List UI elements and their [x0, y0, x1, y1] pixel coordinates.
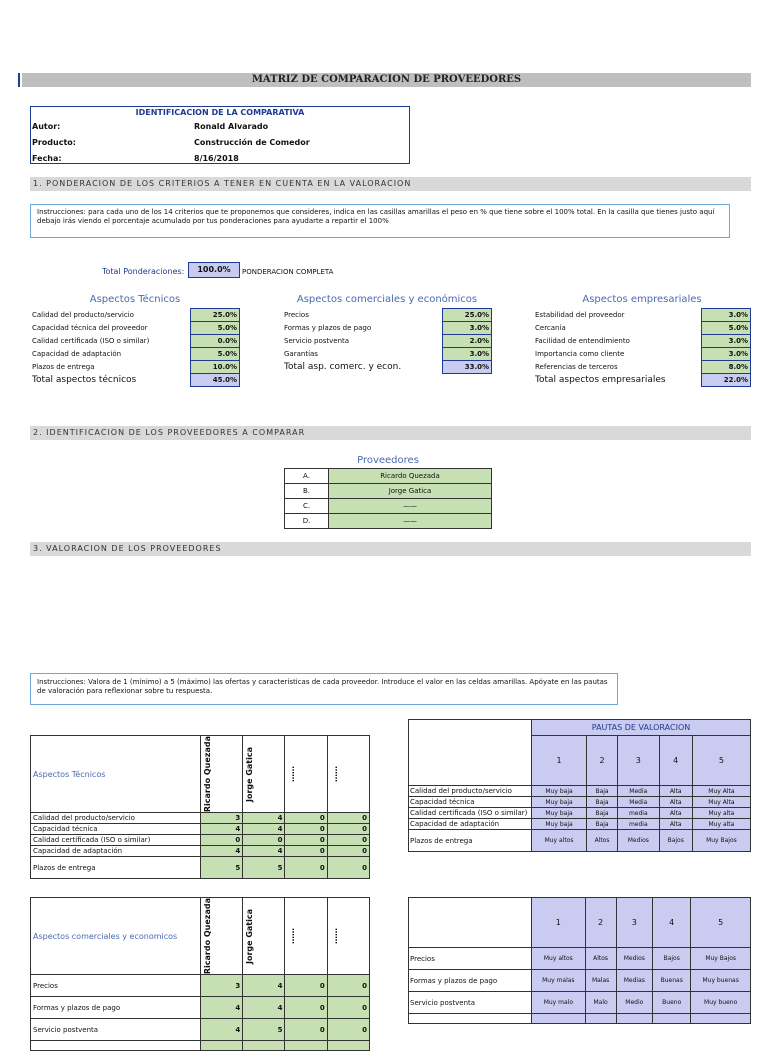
pauta-cell: Bajos [653, 948, 691, 970]
pauta-cell: Medios [617, 830, 659, 852]
ident-row [31, 118, 311, 134]
row-label: Capacidad de adaptación [409, 819, 532, 830]
pauta-cell: Muy baja [532, 808, 587, 819]
pauta-cell: Baja [587, 786, 618, 797]
ident-row [31, 134, 311, 150]
pautas-tecnicos-table [408, 719, 751, 852]
table-row [409, 992, 751, 1014]
pauta-cell: Medio [616, 992, 653, 1014]
criterion-label: Capacidad técnica del proveedor [32, 324, 148, 332]
pauta-cell: Media [617, 786, 659, 797]
ident-value[interactable]: 8/16/2018 [194, 153, 239, 163]
criterion-label: Cercanía [535, 324, 566, 332]
pauta-cell: Baja [587, 819, 618, 830]
valoracion-tecnicos-table [30, 735, 370, 879]
margin-marker [18, 73, 20, 87]
score-cell[interactable]: 3 [201, 813, 243, 824]
table-row [31, 857, 370, 879]
pauta-cell: Muy alta [692, 808, 750, 819]
scale-value: 2 [587, 736, 618, 786]
weight-cell[interactable]: 2.0% [443, 335, 492, 348]
table-row [31, 835, 370, 846]
identification-box [30, 106, 410, 164]
weight-cell[interactable]: 3.0% [702, 309, 751, 322]
pauta-cell: Medios [616, 948, 653, 970]
criterion-label: Importancia como cliente [535, 350, 625, 358]
pauta-cell: Alta [659, 819, 692, 830]
supplier-col-header: Jorge Gatica [245, 746, 255, 802]
proveedor-name[interactable]: Jorge Gatica [329, 484, 492, 499]
page-title: MATRIZ DE COMPARACION DE PROVEEDORES [22, 73, 751, 87]
pauta-cell: Altos [587, 830, 618, 852]
tecnicos-heading: Aspectos Técnicos [89, 294, 181, 305]
pauta-cell: Baja [587, 797, 618, 808]
table-row [409, 970, 751, 992]
score-cell[interactable]: 4 [201, 824, 243, 835]
ident-label: Producto: [32, 137, 76, 147]
score-cell[interactable]: 0 [327, 975, 369, 997]
pauta-cell: Muy baja [532, 819, 587, 830]
scale-value: 3 [617, 736, 659, 786]
score-cell[interactable]: 0 [285, 846, 327, 857]
score-cell[interactable]: 3 [201, 975, 243, 997]
score-cell[interactable]: 0 [327, 846, 369, 857]
pauta-cell: media [617, 819, 659, 830]
score-cell[interactable]: 4 [243, 846, 285, 857]
weight-cell[interactable]: 5.0% [702, 322, 751, 335]
weight-cell[interactable]: 5.0% [191, 322, 240, 335]
score-cell[interactable]: 5 [243, 1019, 285, 1041]
scale-value: 5 [691, 898, 751, 948]
score-cell[interactable]: 4 [201, 997, 243, 1019]
row-label: Calidad del producto/servicio [31, 813, 201, 824]
total-ponderaciones-label: Total Ponderaciones: [102, 267, 185, 276]
pauta-cell: Muy Bajos [692, 830, 750, 852]
section-1-header: 1. PONDERACION DE LOS CRITERIOS A TENER EN CUENTA EN LA VALORACION [30, 177, 751, 191]
proveedores-table [284, 468, 492, 529]
criterion-label: Referencias de terceros [535, 363, 618, 371]
row-label: Formas y plazos de pago [409, 970, 532, 992]
supplier-col-header: …… [287, 766, 297, 783]
pauta-cell: Malas [585, 970, 616, 992]
supplier-col-header: Ricardo Quezada [203, 898, 212, 975]
pauta-cell: Muy Alta [692, 797, 750, 808]
pauta-cell: Muy baja [532, 797, 587, 808]
total-value: 22.0% [702, 374, 751, 387]
score-cell[interactable]: 5 [243, 857, 285, 879]
weight-cell[interactable]: 25.0% [191, 309, 240, 322]
criterion-label: Capacidad de adaptación [32, 350, 122, 358]
pauta-cell: Alta [659, 797, 692, 808]
table-row [409, 797, 751, 808]
criterion-label: Garantías [284, 350, 318, 358]
proveedor-name[interactable]: Ricardo Quezada [329, 469, 492, 484]
score-cell[interactable]: 0 [201, 835, 243, 846]
pauta-cell: media [617, 808, 659, 819]
score-cell[interactable]: 4 [243, 824, 285, 835]
weight-cell[interactable]: 5.0% [191, 348, 240, 361]
instructions-3: Instrucciones: Valora de 1 (mínimo) a 5 (máximo) las ofertas y características de cada proveedor. Introduce el valor en las celdas amarillas. Apóyate en las pautas de valoración para reflexionar sobre tu respuesta. [30, 673, 618, 705]
score-cell[interactable]: 0 [327, 835, 369, 846]
pauta-cell: Medias [616, 970, 653, 992]
supplier-col-header: Jorge Gatica [245, 908, 255, 964]
score-cell[interactable]: 4 [243, 975, 285, 997]
score-cell[interactable]: 4 [243, 813, 285, 824]
score-cell[interactable]: 0 [327, 824, 369, 835]
score-cell[interactable]: 0 [285, 975, 327, 997]
empresariales-heading: Aspectos empresariales [582, 294, 702, 305]
weight-cell[interactable]: 8.0% [702, 361, 751, 374]
table-row [31, 813, 370, 824]
criterion-label: Servicio postventa [284, 337, 350, 345]
comerciales-weights-table [282, 308, 492, 374]
row-label: Precios [31, 975, 201, 997]
valoracion-comerciales-table [30, 897, 370, 1051]
criterion-label: Precios [284, 311, 309, 319]
weight-cell[interactable]: 3.0% [443, 348, 492, 361]
pauta-cell: Muy Bajos [691, 948, 751, 970]
criterion-label: Facilidad de entendimiento [535, 337, 630, 345]
proveedor-row [285, 499, 492, 514]
row-label: Plazos de entrega [31, 857, 201, 879]
supplier-col-header: …… [287, 928, 297, 945]
pauta-cell: Muy malas [532, 970, 586, 992]
valoracion-heading: Aspectos Técnicos [31, 736, 201, 813]
pauta-cell: Muy bueno [691, 992, 751, 1014]
criterion-label: Plazos de entrega [32, 363, 95, 371]
score-cell[interactable]: 0 [327, 857, 369, 879]
pauta-cell: Media [617, 797, 659, 808]
section-3-header: 3. VALORACION DE LOS PROVEEDORES [30, 542, 751, 556]
proveedor-row [285, 514, 492, 529]
ident-row [31, 150, 311, 166]
ident-value[interactable]: Ronald Alvarado [194, 121, 269, 131]
pauta-cell: Altos [585, 948, 616, 970]
score-cell[interactable]: 0 [285, 813, 327, 824]
pauta-cell: Alta [659, 786, 692, 797]
proveedor-key: B. [285, 484, 329, 499]
criterion-label: Formas y plazos de pago [284, 324, 372, 332]
ident-label: Fecha: [32, 153, 62, 163]
proveedor-row [285, 484, 492, 499]
ident-label: Autor: [32, 121, 61, 131]
pauta-cell: Muy baja [532, 786, 587, 797]
weight-cell[interactable]: 3.0% [702, 348, 751, 361]
score-cell[interactable]: 0 [285, 857, 327, 879]
pautas-comerciales-table [408, 897, 751, 1024]
scale-value: 1 [532, 736, 587, 786]
pauta-cell: Muy altos [532, 830, 587, 852]
row-label: Capacidad de adaptación [31, 846, 201, 857]
total-label: Total asp. comerc. y econ. [284, 362, 402, 372]
row-label: Calidad certificada (ISO o similar) [409, 808, 532, 819]
pauta-cell: Muy alta [692, 819, 750, 830]
score-cell[interactable]: 0 [285, 835, 327, 846]
scale-value: 3 [616, 898, 653, 948]
scale-value: 4 [659, 736, 692, 786]
criterion-label: Estabilidad del proveedor [535, 311, 625, 319]
total-value: 33.0% [443, 361, 492, 374]
pauta-cell: Muy Alta [692, 786, 750, 797]
weight-cell[interactable]: 3.0% [702, 335, 751, 348]
score-cell[interactable]: 0 [327, 813, 369, 824]
weight-cell[interactable]: 10.0% [191, 361, 240, 374]
weight-cell[interactable]: 25.0% [443, 309, 492, 322]
proveedores-heading: Proveedores [357, 455, 419, 466]
pauta-cell: Baja [587, 808, 618, 819]
row-label: Capacidad técnica [31, 824, 201, 835]
table-row [31, 1019, 370, 1041]
table-row [31, 846, 370, 857]
pauta-cell: Malo [585, 992, 616, 1014]
scale-value: 1 [532, 898, 586, 948]
pautas-heading: PAUTAS DE VALORACION [532, 720, 751, 736]
identification-heading: IDENTIFICACION DE LA COMPARATIVA [135, 108, 305, 117]
pauta-cell: Muy malo [532, 992, 586, 1014]
pauta-cell: Muy altos [532, 948, 586, 970]
score-cell[interactable]: 0 [327, 997, 369, 1019]
table-row [409, 948, 751, 970]
pauta-cell: Bajos [659, 830, 692, 852]
tecnicos-weights-table [30, 308, 240, 387]
total-value: 45.0% [191, 374, 240, 387]
score-cell[interactable]: 0 [285, 824, 327, 835]
supplier-col-header: Ricardo Quezada [203, 736, 212, 813]
row-label: Servicio postventa [409, 992, 532, 1014]
pauta-cell: Alta [659, 808, 692, 819]
criterion-label: Calidad del producto/servicio [32, 311, 134, 319]
proveedor-name[interactable]: —— [329, 514, 492, 529]
proveedor-name[interactable]: —— [329, 499, 492, 514]
table-row [409, 819, 751, 830]
criterion-label: Calidad certificada (ISO o similar) [32, 337, 150, 345]
scale-value: 4 [653, 898, 691, 948]
pauta-cell: Muy buenas [691, 970, 751, 992]
table-row [409, 830, 751, 852]
total-ponderaciones-value: 100.0% [188, 262, 240, 278]
total-label: Total aspectos técnicos [32, 375, 137, 385]
row-label: Formas y plazos de pago [31, 997, 201, 1019]
valoracion-heading: Aspectos comerciales y economicos [31, 898, 201, 975]
row-label: Calidad del producto/servicio [409, 786, 532, 797]
score-cell[interactable]: 5 [201, 857, 243, 879]
score-cell[interactable]: 4 [243, 997, 285, 1019]
proveedor-row [285, 469, 492, 484]
ident-value[interactable]: Construcción de Comedor [194, 137, 310, 147]
table-row [409, 808, 751, 819]
section-2-header: 2. IDENTIFICACION DE LOS PROVEEDORES A COMPARAR [30, 426, 751, 440]
row-label: Capacidad técnica [409, 797, 532, 808]
scale-value: 5 [692, 736, 750, 786]
comerciales-heading: Aspectos comerciales y económicos [296, 294, 478, 305]
table-row [409, 786, 751, 797]
empresariales-weights-table [533, 308, 751, 387]
pauta-cell: Buenas [653, 970, 691, 992]
score-cell[interactable]: 0 [243, 835, 285, 846]
instructions-1: Instrucciones: para cada uno de los 14 criterios que te proponemos que consideres, indica en las casillas amarillas el peso en % que tiene sobre el 100% total. En la casilla que tienes justo aquí debajo irás viendo el porcentaje acumulado por tus ponderaciones para ayudarte a repartir el 100% [30, 204, 730, 238]
supplier-col-header: …… [329, 928, 339, 945]
pauta-cell: Bueno [653, 992, 691, 1014]
row-label: Precios [409, 948, 532, 970]
score-cell[interactable]: 4 [201, 846, 243, 857]
row-label: Plazos de entrega [409, 830, 532, 852]
table-row [31, 975, 370, 997]
weight-cell[interactable]: 3.0% [443, 322, 492, 335]
score-cell[interactable]: 4 [201, 1019, 243, 1041]
table-row [31, 824, 370, 835]
proveedor-key: C. [285, 499, 329, 514]
row-label: Servicio postventa [31, 1019, 201, 1041]
row-label: Calidad certificada (ISO o similar) [31, 835, 201, 846]
total-label: Total aspectos empresariales [535, 375, 666, 385]
weight-cell[interactable]: 0.0% [191, 335, 240, 348]
ponderacion-status: PONDERACION COMPLETA [242, 268, 334, 276]
proveedor-key: D. [285, 514, 329, 529]
score-cell[interactable]: 0 [285, 1019, 327, 1041]
score-cell[interactable]: 0 [327, 1019, 369, 1041]
table-row [31, 997, 370, 1019]
scale-value: 2 [585, 898, 616, 948]
proveedor-key: A. [285, 469, 329, 484]
supplier-col-header: …… [329, 766, 339, 783]
score-cell[interactable]: 0 [285, 997, 327, 1019]
